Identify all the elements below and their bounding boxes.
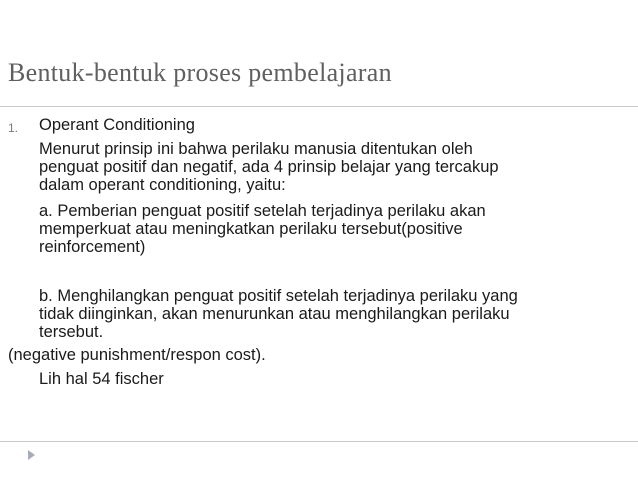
point-a-line: memperkuat atau meningkatkan perilaku tersebut(positive bbox=[39, 220, 463, 238]
point-a-line: reinforcement) bbox=[39, 238, 146, 256]
intro-line: Menurut prinsip ini bahwa perilaku manusia ditentukan oleh bbox=[39, 140, 473, 158]
intro-line: dalam operant conditioning, yaitu: bbox=[39, 176, 286, 194]
title-divider bbox=[0, 106, 638, 107]
item-heading: Operant Conditioning bbox=[39, 116, 195, 134]
triangle-right-icon bbox=[28, 450, 35, 460]
slide-title: Bentuk-bentuk proses pembelajaran bbox=[8, 58, 392, 87]
point-a-line: a. Pemberian penguat positif setelah terjadinya perilaku akan bbox=[39, 202, 486, 220]
intro-line: penguat positif dan negatif, ada 4 prinsip belajar yang tercakup bbox=[39, 158, 499, 176]
point-b-line: tidak diinginkan, akan menurunkan atau menghilangkan perilaku bbox=[39, 305, 510, 323]
footer-divider bbox=[0, 441, 638, 442]
point-b-line: b. Menghilangkan penguat positif setelah terjadinya perilaku yang bbox=[39, 287, 518, 305]
point-b-line: tersebut. bbox=[39, 323, 104, 341]
item-number: 1. bbox=[8, 121, 19, 135]
negative-punishment-note: (negative punishment/respon cost). bbox=[8, 346, 266, 364]
reference-note: Lih hal 54 fischer bbox=[39, 370, 164, 388]
